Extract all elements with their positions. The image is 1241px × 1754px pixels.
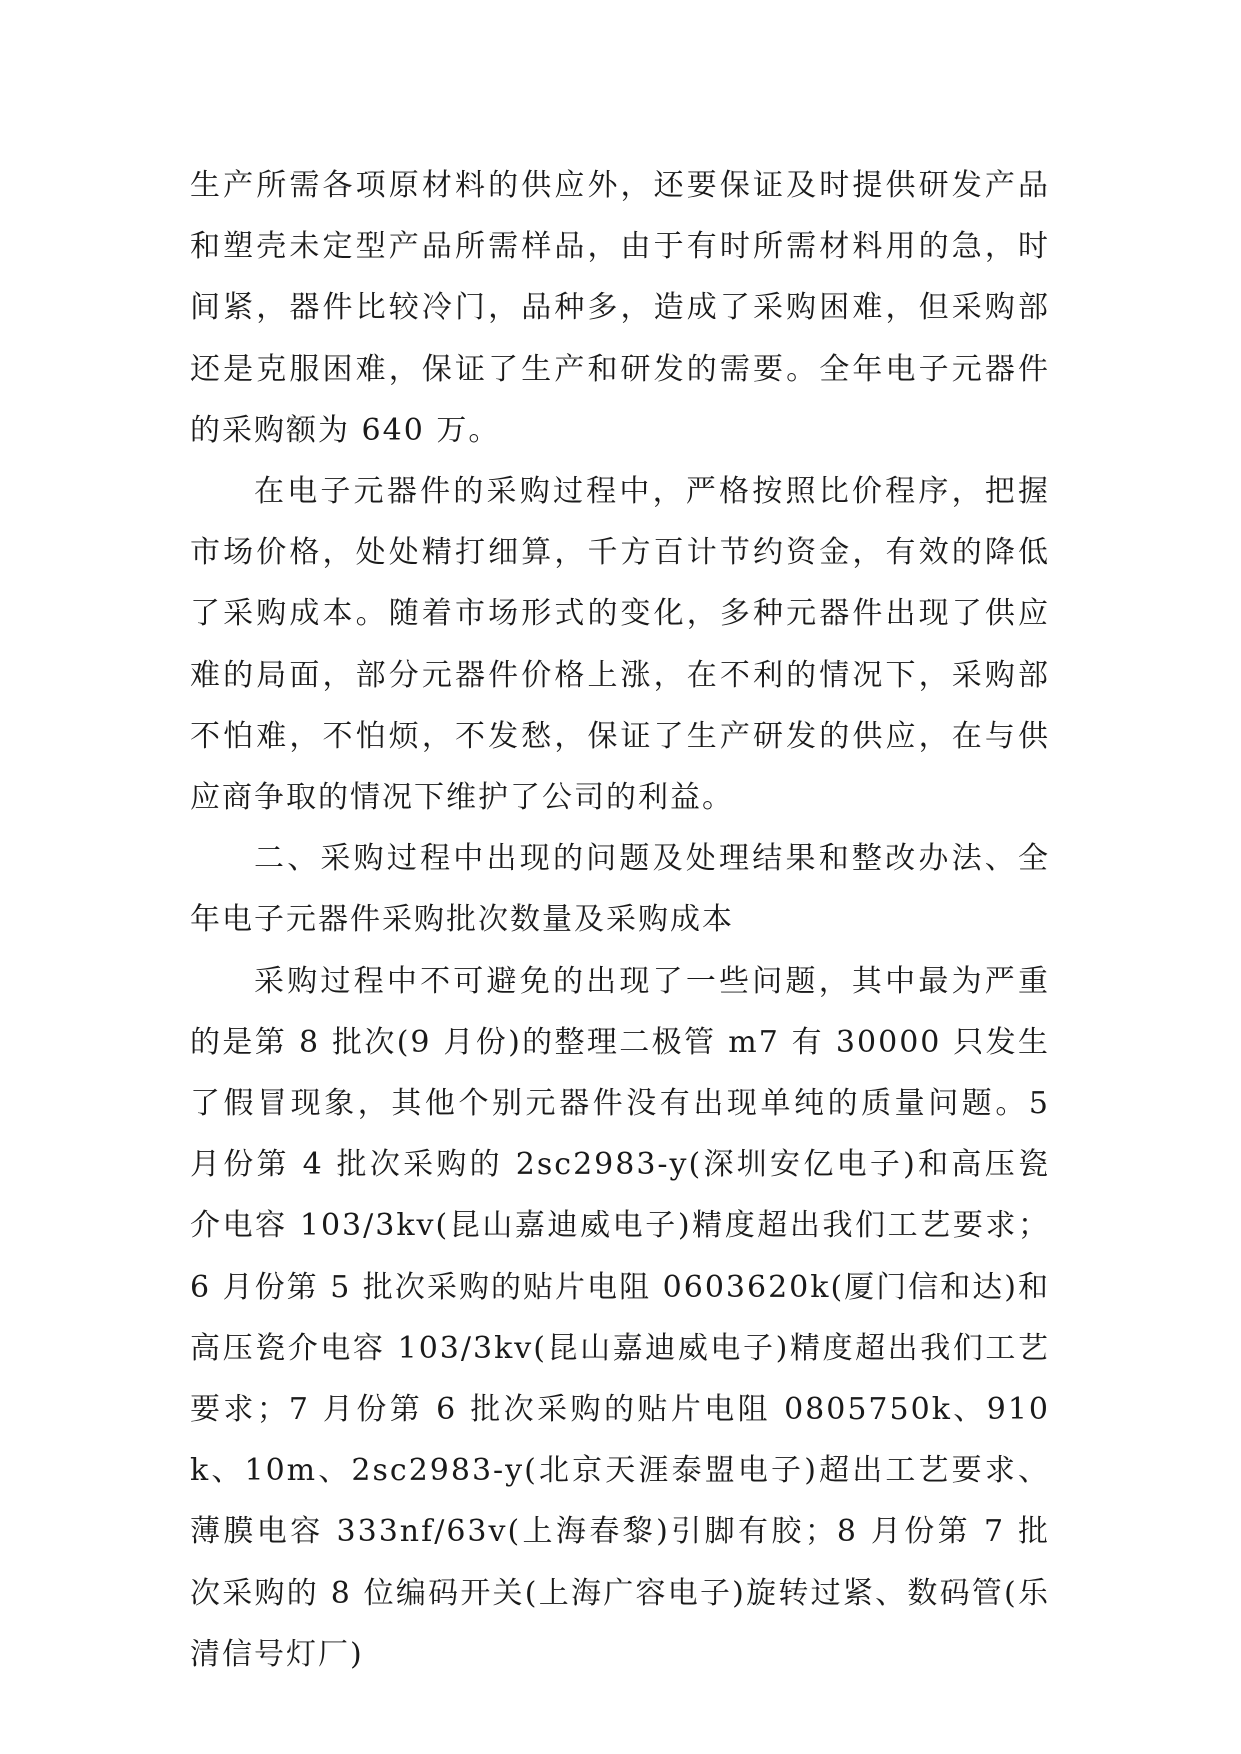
- paragraph-procurement-supply: 生产所需各项原材料的供应外，还要保证及时提供研发产品和塑壳未定型产品所需样品，由于有时所需材料用的急，时间紧，器件比较冷门，品种多，造成了采购困难，但采购部还是克服困难，保证了生产和研发的需要。全年电子元器件的采购额为 640 万。: [190, 168, 1050, 448]
- document-page: [190, 155, 1050, 1685]
- paragraph-problem-details: 采购过程中不可避免的出现了一些问题，其中最为严重的是第 8 批次(9 月份)的整理二极管 m7 有 30000 只发生了假冒现象，其他个别元器件没有出现单纯的质量问题。5 月份第 4 批次采购的 2sc2983-y(深圳安亿电子)和高压瓷介电容 103/3kv(昆山嘉迪威电子)精度超出我们工艺要求；6 月份第 5 批次采购的贴片电阻 0603620k(厦门信和达)和高压瓷介电容 103/3kv(昆山嘉迪威电子)精度超出我们工艺要求；7 月份第 6 批次采购的贴片电阻 0805750k、910k、10m、2sc2983-y(北京天涯泰盟电子)超出工艺要求、薄膜电容 333nf/63v(上海春黎)引脚有胶；8 月份第 7 批次采购的 8 位编码开关(上海广容电子)旋转过紧、数码管(乐清信号灯厂): [190, 963, 1050, 1672]
- section-heading-problems: 二、采购过程中出现的问题及处理结果和整改办法、全年电子元器件采购批次数量及采购成本: [190, 841, 1050, 938]
- paragraph-cost-control: 在电子元器件的采购过程中，严格按照比价程序，把握市场价格，处处精打细算，千方百计节约资金，有效的降低了采购成本。随着市场形式的变化，多种元器件出现了供应难的局面，部分元器件价格上涨，在不利的情况下，采购部不怕难，不怕烦，不发愁，保证了生产研发的供应，在与供应商争取的情况下维护了公司的利益。: [190, 474, 1050, 816]
